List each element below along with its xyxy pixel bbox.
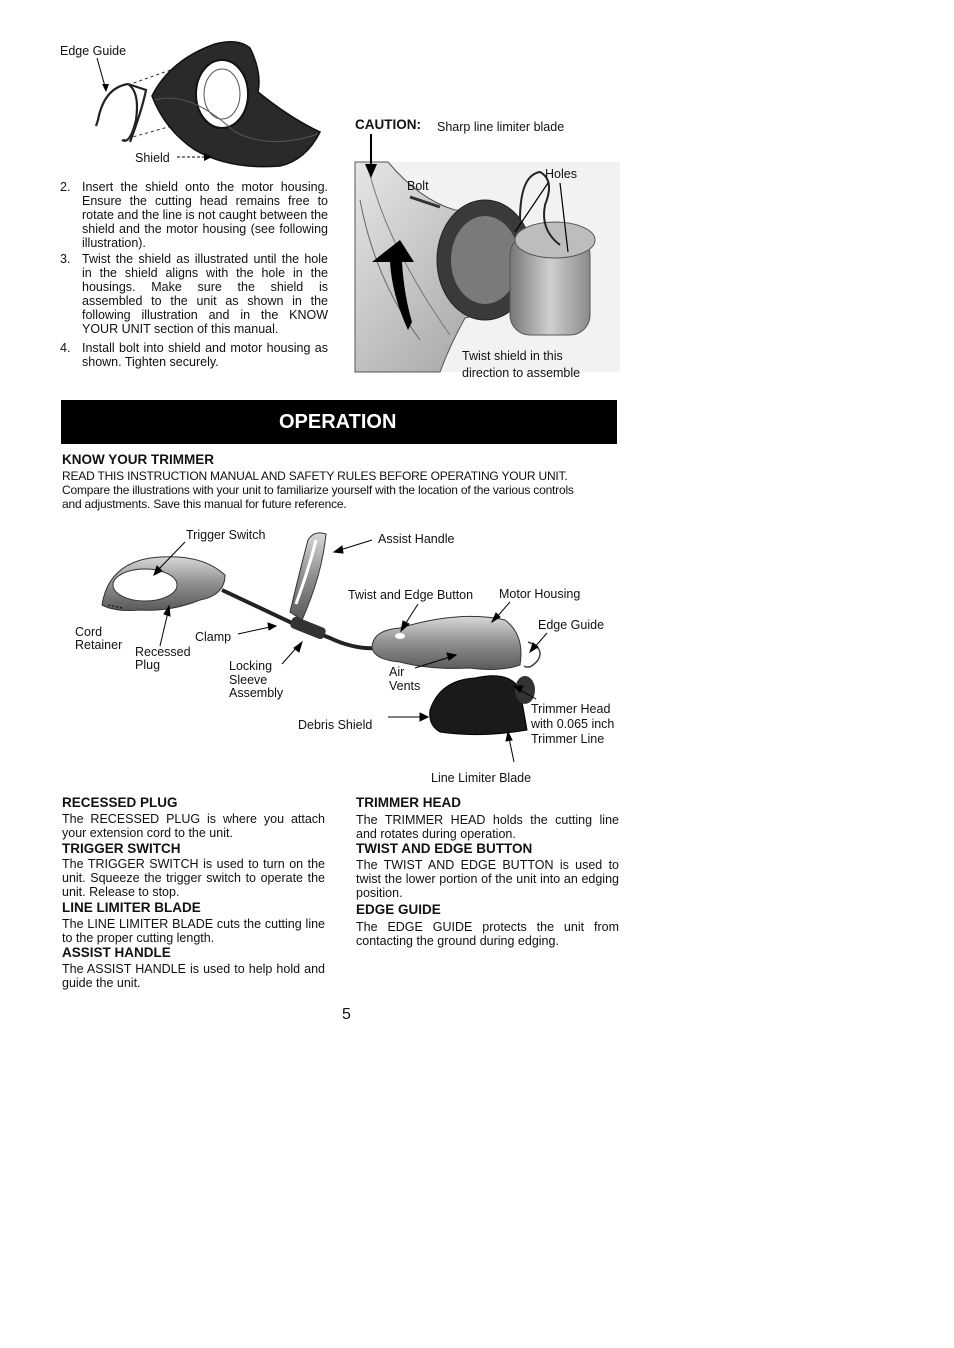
assist-handle-heading: ASSIST HANDLE — [62, 945, 171, 960]
label-sleeve: Sleeve — [229, 673, 268, 687]
step-text: Twist the shield as illustrated until the hole in the shield aligns with the hole in the housings. Make sure the shield is assembled to the unit as shown in the following illustration and in the KNOW YOUR UNIT section of this manual. — [82, 252, 328, 336]
label-debris-shield: Debris Shield — [298, 718, 373, 732]
bolt-label: Bolt — [407, 179, 429, 193]
label-motor-housing: Motor Housing — [499, 587, 581, 601]
shield-label: Shield — [135, 151, 170, 165]
label-plug: Plug — [135, 658, 161, 672]
recessed-plug-text: The RECESSED PLUG is where you attach your extension cord to the unit. — [62, 812, 325, 840]
trigger-switch-heading: TRIGGER SWITCH — [62, 841, 181, 856]
step-number: 3. — [60, 252, 71, 266]
assist-handle-text: The ASSIST HANDLE is used to help hold and guide the unit. — [62, 962, 325, 990]
edge-guide-heading: EDGE GUIDE — [356, 902, 441, 917]
trimmer-head-heading: TRIMMER HEAD — [356, 795, 461, 810]
trimmer-head-text: The TRIMMER HEAD holds the cutting line and rotates during operation. — [356, 813, 619, 841]
label-assist-handle: Assist Handle — [378, 532, 455, 546]
trigger-switch-text: The TRIGGER SWITCH is used to turn on the unit. Squeeze the trigger switch to operate the unit. Release to stop. — [62, 857, 325, 899]
banner-title: OPERATION — [279, 411, 397, 433]
know-line-3: and adjustments. Save this manual for future reference. — [62, 497, 347, 511]
line-limiter-text: The LINE LIMITER BLADE cuts the cutting line to the proper cutting length. — [62, 917, 325, 945]
twist-edge-heading: TWIST AND EDGE BUTTON — [356, 841, 533, 856]
edge-guide-text: The EDGE GUIDE protects the unit from contacting the ground during edging. — [356, 920, 619, 948]
holes-label: Holes — [545, 167, 577, 181]
know-heading: KNOW YOUR TRIMMER — [62, 452, 214, 467]
line-limiter-heading: LINE LIMITER BLADE — [62, 900, 201, 915]
label-recessed: Recessed — [135, 645, 191, 659]
step-text: Insert the shield onto the motor housing. Ensure the cutting head remains free to rotate and the line is not caught between the shield and the motor housing (see following illustration). — [82, 180, 329, 250]
label-edge-guide: Edge Guide — [538, 618, 605, 632]
caution-text: Sharp line limiter blade — [437, 120, 565, 134]
twist-caption-2: direction to assemble — [462, 366, 581, 380]
label-trigger-switch: Trigger Switch — [186, 528, 266, 542]
recessed-plug-heading: RECESSED PLUG — [62, 795, 178, 810]
know-line-1: READ THIS INSTRUCTION MANUAL AND SAFETY RULES BEFORE OPERATING YOUR UNIT. — [62, 469, 568, 483]
label-line-limiter-blade: Line Limiter Blade — [431, 771, 532, 785]
label-vents: Vents — [389, 679, 421, 693]
twist-edge-text: The TWIST AND EDGE BUTTON is used to twist the lower portion of the unit into an edging position. — [356, 858, 619, 900]
label-twist-edge-button: Twist and Edge Button — [348, 588, 474, 602]
label-trimmer-line-size: with 0.065 inch — [531, 717, 615, 731]
label-retainer: Retainer — [75, 638, 123, 652]
label-locking: Locking — [229, 659, 273, 673]
know-line-2: Compare the illustrations with your unit to familiarize yourself with the location of the various controls — [62, 483, 574, 497]
step-number: 4. — [60, 341, 71, 355]
label-air: Air — [389, 665, 405, 679]
label-clamp: Clamp — [195, 630, 232, 644]
page-number: 5 — [342, 1006, 351, 1023]
edge-guide-label: Edge Guide — [60, 44, 127, 58]
twist-caption-1: Twist shield in this — [462, 349, 563, 363]
step-number: 2. — [60, 180, 71, 194]
label-assembly: Assembly — [229, 686, 284, 700]
caution-label: CAUTION: — [355, 117, 421, 132]
label-trimmer-head: Trimmer Head — [531, 702, 611, 716]
step-text: Install bolt into shield and motor housing as shown. Tighten securely. — [82, 341, 328, 369]
label-cord: Cord — [75, 625, 103, 639]
label-trimmer-line: Trimmer Line — [531, 732, 605, 746]
